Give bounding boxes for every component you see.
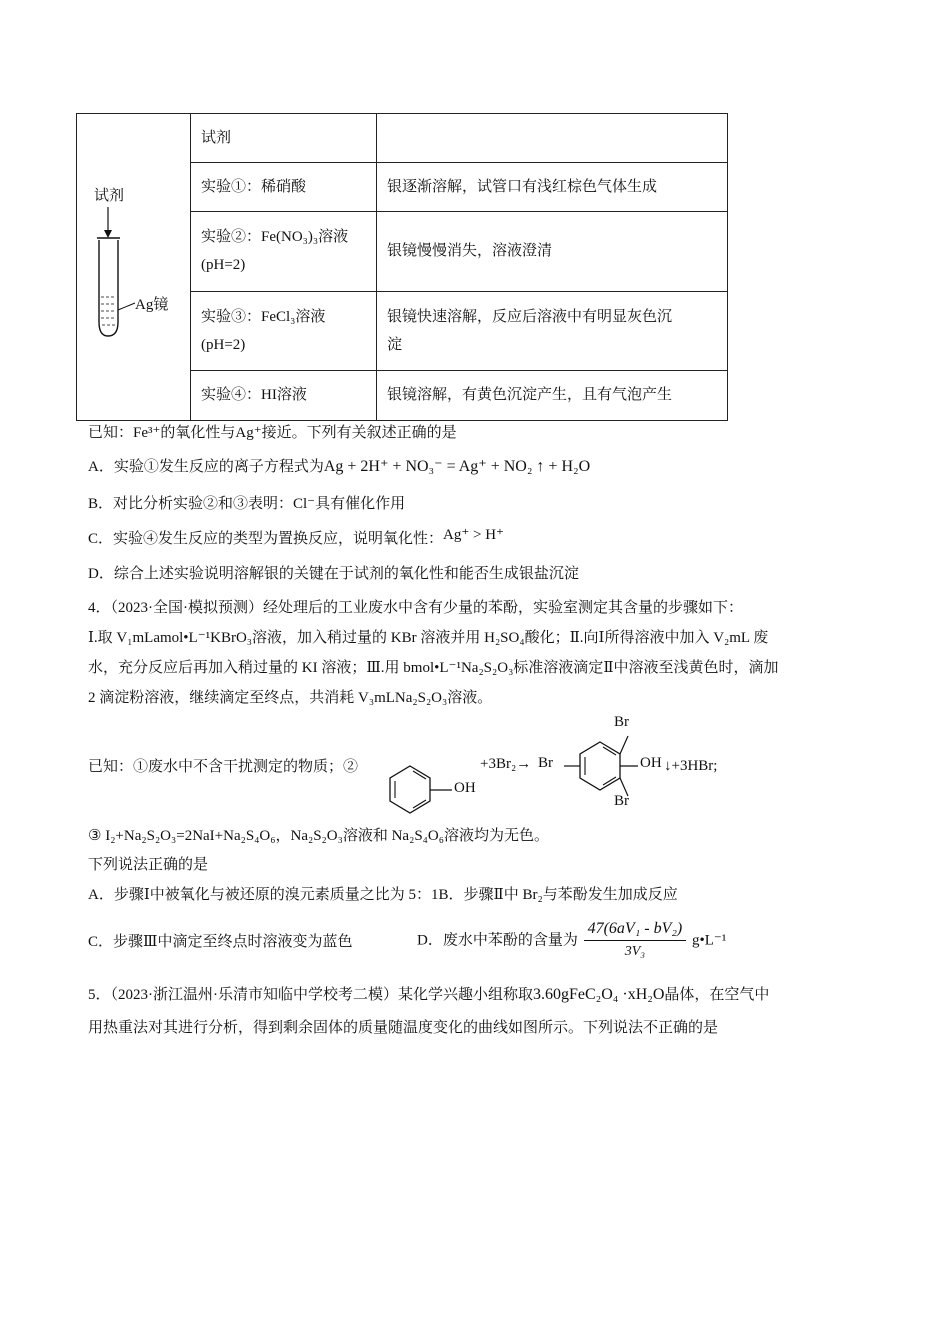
q4-stem-1: 4．（2023·全国·模拟预测）经处理后的工业废水中含有少量的苯酚，实验室测定其含量的步骤如下： (88, 600, 743, 616)
q3-a-equation: Ag + 2H⁺ + NO₃⁻ = Ag⁺ + NO₂ ↑ + H₂O (323, 458, 591, 475)
reagent-text: +3Br₂→ (480, 756, 532, 772)
br-top-label: Br (614, 714, 629, 730)
tube-mirror-label: Ag镜 (135, 297, 169, 313)
product-oh-label: OH (640, 755, 662, 771)
q5-stem-2: 用热重法对其进行分析，得到剩余固体的质量随温度变化的曲线如图所示。下列说法不正确的是 (88, 1020, 719, 1036)
q4-stem-2: Ⅰ.取 V₁mLamol•L⁻¹KBrO₃溶液，加入稍过量的 KBr 溶液并用 H₂SO₄酸化；Ⅱ.向Ⅰ所得溶液中加入 V₂mL 废 (88, 630, 769, 646)
row-4-exp: 实验④：HI溶液 (191, 370, 377, 420)
q3-option-c: C．实验④发生反应的类型为置换反应，说明氧化性：Ag⁺ > H⁺ (88, 527, 504, 547)
q4-option-c: C．步骤Ⅲ中滴定至终点时溶液变为蓝色 (88, 934, 353, 950)
q4-question: 下列说法正确的是 (88, 857, 209, 873)
row-3-exp: 实验③：FeCl₃溶液 (pH=2) (191, 291, 377, 370)
experiment-table (76, 113, 728, 421)
row-3-obs: 银镜快速溶解，反应后溶液中有明显灰色沉 淀 (377, 291, 728, 370)
product-tail: ↓+3HBr; (664, 758, 718, 774)
q4-d-fraction: $\frac{\text{47(6aV₁ - bV₂)}}{\text{3V₃}}$ (584, 918, 687, 963)
row-4-obs: 银镜溶解，有黄色沉淀产生，且有气泡产生 (377, 370, 728, 420)
q4-option-d: D．废水中苯酚的含量为 $\frac{\text{47(6aV₁ - bV₂)}}{\text{3V₃}}$ g•L⁻¹ (417, 918, 726, 963)
q5-formula: 3.60gFeC₂O₄ ·xH₂O (533, 986, 665, 1003)
q3-known: 已知：Fe³⁺的氧化性与Ag⁺接近。下列有关叙述正确的是 (88, 425, 457, 441)
row-1-obs: 银逐渐溶解，试管口有浅红棕色气体生成 (377, 163, 728, 212)
test-tube-icon (77, 114, 190, 420)
q3-option-a: A．实验①发生反应的离子方程式为Ag + 2H⁺ + NO₃⁻ = Ag⁺ + NO₂ ↑ + H₂O (88, 458, 591, 475)
q4-stem-3: 水，充分反应后再加入稍过量的 KI 溶液；Ⅲ.用 bmol•L⁻¹Na₂S₂O₃标准溶液滴定Ⅱ中溶液至浅黄色时，滴加 (88, 660, 779, 676)
q3-c-inequality: Ag⁺ > H⁺ (443, 527, 504, 543)
phenol-oh-label: OH (454, 780, 476, 796)
q4-option-ab: A．步骤Ⅰ中被氧化与被还原的溴元素质量之比为 5：1B．步骤Ⅱ中 Br₂与苯酚发生加成反应 (88, 887, 678, 903)
br-bottom-label: Br (614, 793, 629, 809)
q4-known-1: 已知：①废水中不含干扰测定的物质；② (88, 759, 359, 775)
q4-stem-4: 2 滴淀粉溶液，继续滴定至终点，共消耗 V₃mLNa₂S₂O₃溶液。 (88, 690, 493, 706)
br-left-label: Br (538, 755, 553, 771)
test-tube-figure (77, 114, 191, 421)
row-2-obs: 银镜慢慢消失，溶液澄清 (377, 212, 728, 291)
row-1-exp: 实验①：稀硝酸 (191, 163, 377, 212)
row-2-exp: 实验②：Fe(NO₃)₃溶液 (pH=2) (191, 212, 377, 291)
q4-known-3: ③ I₂+Na₂S₂O₃=2NaI+Na₂S₄O₆，Na₂S₂O₃溶液和 Na₂S₄O₆溶液均为无色。 (88, 828, 549, 844)
tube-reagent-label: 试剂 (94, 188, 125, 204)
header-reagent: 试剂 (191, 114, 377, 163)
q3-option-b: B．对比分析实验②和③表明：Cl⁻具有催化作用 (88, 496, 406, 512)
q3-option-d: D．综合上述实验说明溶解银的关键在于试剂的氧化性和能否生成银盐沉淀 (88, 566, 579, 582)
header-observation (377, 114, 728, 163)
q5-stem-1: 5．（2023·浙江温州·乐清市知临中学校考二模）某化学兴趣小组称取3.60gFeC₂O₄ ·xH₂O晶体，在空气中 (88, 986, 770, 1003)
